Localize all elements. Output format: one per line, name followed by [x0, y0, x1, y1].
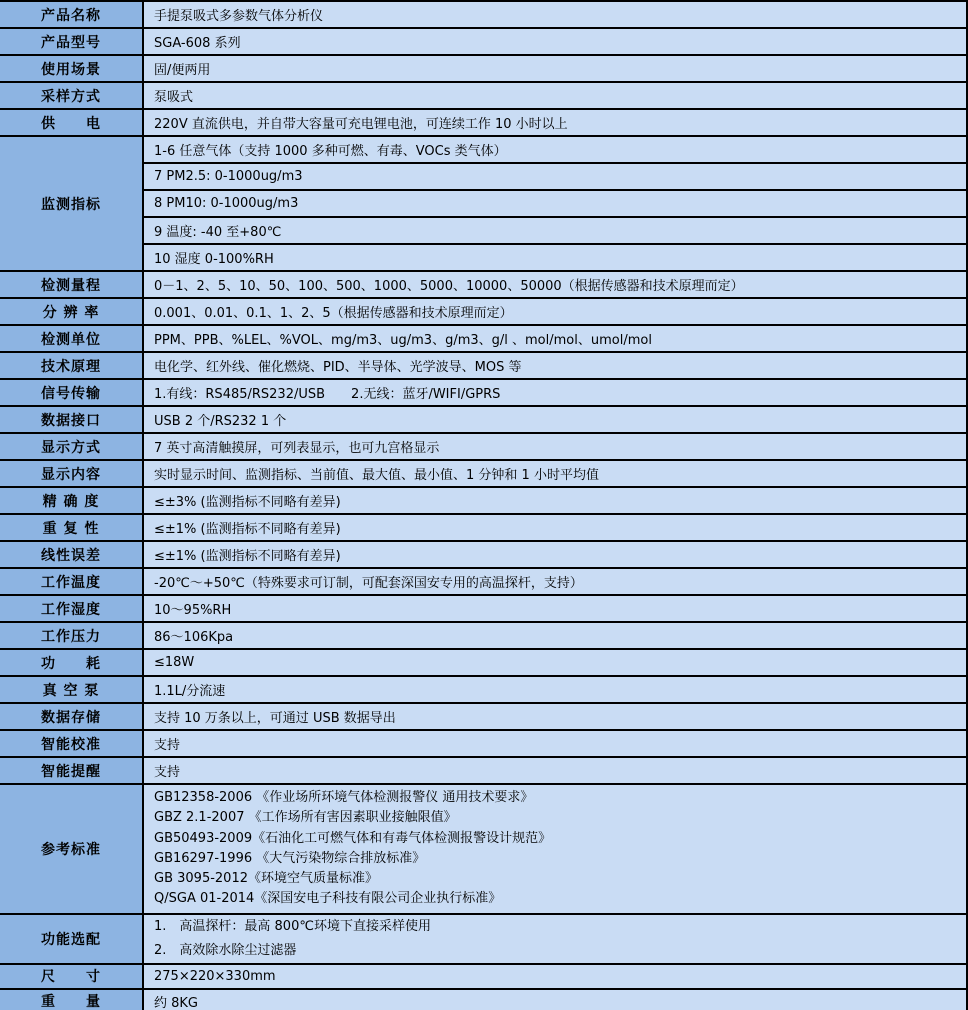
table-row [0, 595, 967, 622]
spec-value: 1.1L/分流速 [143, 676, 967, 703]
spec-value: 10 湿度 0-100%RH [143, 244, 967, 271]
spec-value: USB 2 个/RS232 1 个 [143, 406, 967, 433]
table-row [0, 676, 967, 703]
spec-label: 工作压力 [0, 622, 143, 649]
spec-value: 支持 [143, 730, 967, 757]
spec-value: 1.有线：RS485/RS232/USB 2.无线：蓝牙/WIFI/GPRS [143, 379, 967, 406]
spec-label: 数据存储 [0, 703, 143, 730]
spec-label: 检测量程 [0, 271, 143, 298]
spec-label: 显示内容 [0, 460, 143, 487]
standard-line: GB16297-1996 《大气污染物综合排放标准》 [154, 850, 426, 866]
spec-value: 支持 [143, 757, 967, 784]
standard-line: GBZ 2.1-2007 《工作场所有害因素职业接触限值》 [154, 810, 457, 826]
spec-value: 约 8KG [143, 989, 967, 1010]
spec-value: 7 PM2.5: 0-1000ug/m3 [143, 163, 967, 190]
table-row [0, 325, 967, 352]
spec-label: 分 辨 率 [0, 298, 143, 325]
table-row [0, 914, 967, 964]
spec-value: 7 英寸高清触摸屏，可列表显示，也可九宫格显示 [143, 433, 967, 460]
spec-label: 重 复 性 [0, 514, 143, 541]
table-row [0, 964, 967, 989]
table-row [0, 514, 967, 541]
spec-value: PPM、PPB、%LEL、%VOL、mg/m3、ug/m3、g/m3、g/l 、mol/mol、umol/mol [143, 325, 967, 352]
spec-value: 0.001、0.01、0.1、1、2、5（根据传感器和技术原理而定） [143, 298, 967, 325]
spec-label: 显示方式 [0, 433, 143, 460]
table-row [0, 622, 967, 649]
spec-label: 线性误差 [0, 541, 143, 568]
table-row [0, 109, 967, 136]
table-row [0, 244, 967, 271]
table-row [0, 190, 967, 217]
spec-label: 信号传输 [0, 379, 143, 406]
standard-line: GB50493-2009《石油化工可燃气体和有毒气体检测报警设计规范》 [154, 830, 552, 846]
table-row [0, 568, 967, 595]
spec-value: ≤±1% (监测指标不同略有差异) [143, 514, 967, 541]
standard-line: GB 3095-2012《环境空气质量标准》 [154, 871, 378, 887]
option-line: 2. 高效除水除尘过滤器 [154, 942, 297, 958]
table-row [0, 989, 967, 1010]
table-row [0, 298, 967, 325]
spec-value: 电化学、红外线、催化燃烧、PID、半导体、光学波导、MOS 等 [143, 352, 967, 379]
table-row [0, 136, 967, 163]
table-row [0, 55, 967, 82]
table-row [0, 82, 967, 109]
table-row [0, 703, 967, 730]
table-row [0, 1, 967, 28]
standard-line: Q/SGA 01-2014《深国安电子科技有限公司企业执行标准》 [154, 891, 502, 907]
table-row [0, 217, 967, 244]
spec-label: 智能校准 [0, 730, 143, 757]
spec-label: 智能提醒 [0, 757, 143, 784]
spec-label: 工作温度 [0, 568, 143, 595]
spec-value: 0－1、2、5、10、50、100、500、1000、5000、10000、50000（根据传感器和技术原理而定） [143, 271, 967, 298]
standard-line: GB12358-2006 《作业场所环境气体检测报警仪 通用技术要求》 [154, 790, 534, 805]
spec-label: 尺 寸 [0, 964, 143, 989]
spec-label: 使用场景 [0, 55, 143, 82]
table-row [0, 379, 967, 406]
spec-value: 275×220×330mm [143, 964, 967, 989]
spec-label: 参考标准 [0, 784, 143, 914]
table-row [0, 784, 967, 914]
spec-label: 工作湿度 [0, 595, 143, 622]
spec-label: 数据接口 [0, 406, 143, 433]
table-row [0, 28, 967, 55]
spec-value: 手提泵吸式多参数气体分析仪 [143, 1, 967, 28]
spec-value: ≤±1% (监测指标不同略有差异) [143, 541, 967, 568]
table-row [0, 541, 967, 568]
spec-value: SGA-608 系列 [143, 28, 967, 55]
spec-value: 220V 直流供电，并自带大容量可充电锂电池，可连续工作 10 小时以上 [143, 109, 967, 136]
spec-value: ≤±3% (监测指标不同略有差异) [143, 487, 967, 514]
spec-label: 重 量 [0, 989, 143, 1010]
spec-value: 9 温度: -40 至+80℃ [143, 217, 967, 244]
option-line: 1. 高温探杆：最高 800℃环境下直接采样使用 [154, 918, 431, 934]
spec-value: 86～106Kpa [143, 622, 967, 649]
spec-label: 产品名称 [0, 1, 143, 28]
table-row [0, 271, 967, 298]
spec-label: 功 耗 [0, 649, 143, 676]
spec-value [143, 914, 967, 964]
spec-label: 检测单位 [0, 325, 143, 352]
spec-value: ≤18W [143, 649, 967, 676]
spec-label: 精 确 度 [0, 487, 143, 514]
table-row [0, 649, 967, 676]
spec-value: 实时显示时间、监测指标、当前值、最大值、最小值、1 分钟和 1 小时平均值 [143, 460, 967, 487]
table-row [0, 406, 967, 433]
spec-value: 泵吸式 [143, 82, 967, 109]
table-row [0, 730, 967, 757]
spec-label: 产品型号 [0, 28, 143, 55]
table-row [0, 487, 967, 514]
table-row [0, 163, 967, 190]
spec-label: 真 空 泵 [0, 676, 143, 703]
spec-value: 支持 10 万条以上，可通过 USB 数据导出 [143, 703, 967, 730]
spec-label: 采样方式 [0, 82, 143, 109]
spec-value: 8 PM10: 0-1000ug/m3 [143, 190, 967, 217]
spec-label: 功能选配 [0, 914, 143, 964]
spec-value [143, 784, 967, 914]
spec-label: 技术原理 [0, 352, 143, 379]
table-row [0, 757, 967, 784]
spec-value: -20℃～+50℃（特殊要求可订制，可配套深国安专用的高温探杆，支持） [143, 568, 967, 595]
table-row [0, 460, 967, 487]
spec-value: 10～95%RH [143, 595, 967, 622]
table-row [0, 433, 967, 460]
spec-value: 固/便两用 [143, 55, 967, 82]
spec-value: 1-6 任意气体（支持 1000 多种可燃、有毒、VOCs 类气体） [143, 136, 967, 163]
table-row [0, 352, 967, 379]
spec-label: 监测指标 [0, 136, 143, 271]
spec-label: 供 电 [0, 109, 143, 136]
